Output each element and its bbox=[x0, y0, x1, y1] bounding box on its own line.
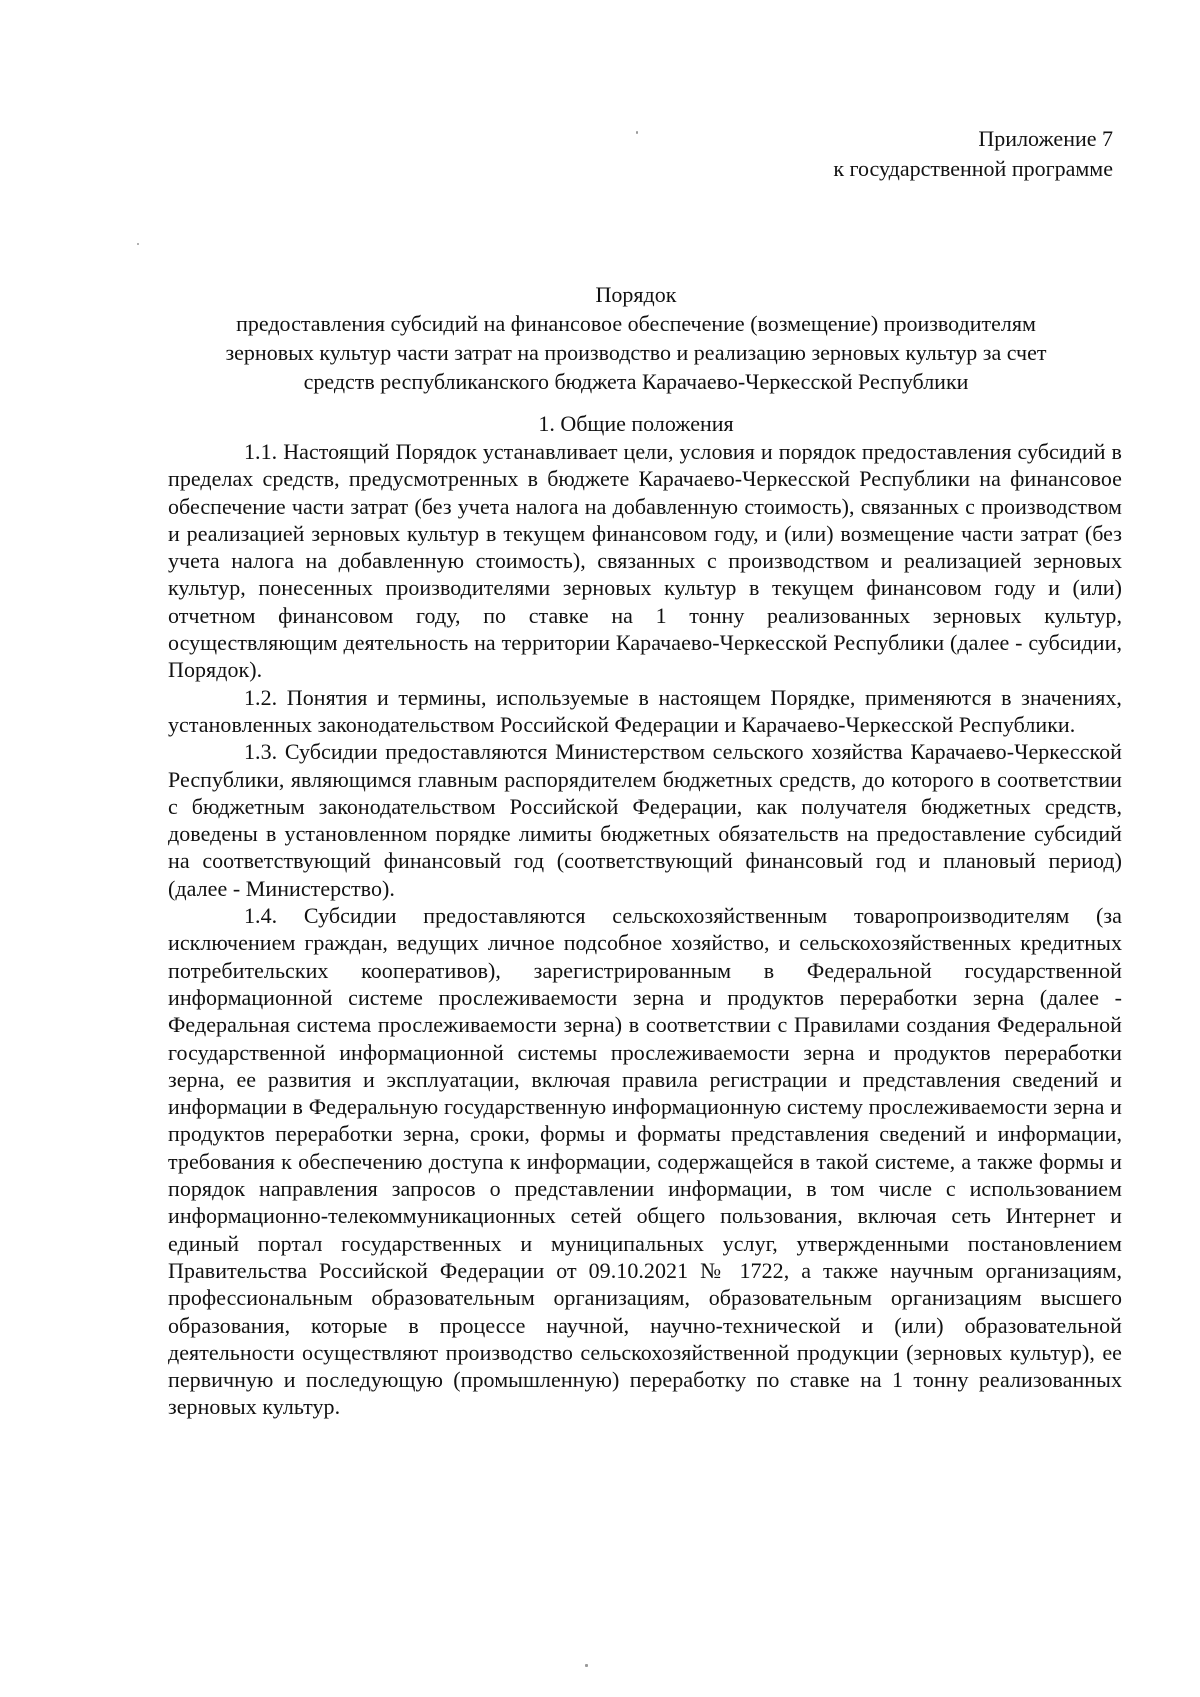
scan-speck bbox=[137, 243, 139, 245]
appendix-reference: к государственной программе bbox=[833, 156, 1113, 181]
document-body bbox=[168, 438, 1122, 1421]
section-heading: 1. Общие положения bbox=[538, 411, 734, 436]
title-line-3: средств республиканского бюджета Карачаево-Черкесской Республики bbox=[303, 369, 969, 394]
scan-speck bbox=[585, 1664, 588, 1667]
title-heading: Порядок bbox=[595, 282, 677, 307]
title-line-1: предоставления субсидий на финансовое обеспечение (возмещение) производителям bbox=[236, 311, 1036, 336]
title-line-2: зерновых культур части затрат на производство и реализацию зерновых культур за счет bbox=[225, 340, 1047, 365]
document-title bbox=[150, 280, 1122, 396]
scan-speck bbox=[636, 131, 638, 134]
paragraph-1-1: 1.1. Настоящий Порядок устанавливает цели, условия и порядок предоставления субсидий в пределах средств, предусмотренных в бюджете Карачаево-Черкесской Республики на финансовое обеспечение части затрат (без учета налога на добавленную стоимость), связанных с производством и реализацией зерновых культур в текущем финансовом году, и (или) возмещение части затрат (без учета налога на добавленную стоимость), связанных с производством и реализацией зерновых культур, понесенных производителями зерновых культур в текущем финансовом году и (или) отчетном финансовом году, по ставке на 1 тонну реализованных зерновых культур, осуществляющим деятельность на территории Карачаево-Черкесской Республики (далее - субсидии, Порядок). bbox=[168, 439, 1122, 683]
paragraph-1-2: 1.2. Понятия и термины, используемые в настоящем Порядке, применяются в значениях, установленных законодательством Российской Федерации и Карачаево-Черкесской Республики. bbox=[168, 684, 1122, 737]
paragraph-1-4: 1.4. Субсидии предоставляются сельскохозяйственным товаропроизводителям (за исключением граждан, ведущих личное подсобное хозяйство, и сельскохозяйственных кредитных потребительских кооперативов), зарегистрированным в Федеральной государственной информационной системе прослеживаемости зерна и продуктов переработки зерна (далее - Федеральная система прослеживаемости зерна) в соответствии с Правилами создания Федеральной государственной информационной системы прослеживаемости зерна и продуктов переработки зерна, ее развития и эксплуатации, включая правила регистрации и представления сведений и информации в Федеральную государственную информационную систему прослеживаемости зерна и продуктов переработки зерна, сроки, формы и форматы представления сведений и информации, требования к обеспечению доступа к информации, содержащейся в такой системе, а также формы и порядок направления запросов о представлении информации, в том числе с использованием информационно-телекоммуникационных сетей общего пользования, включая сеть Интернет и единый портал государственных и муниципальных услуг, утвержденными постановлением Правительства Российской Федерации от 09.10.2021 № 1722, а также научным организациям, профессиональным образовательным организациям, образовательным организациям высшего образования, которые в процессе научной, научно-технической и (или) образовательной деятельности осуществляют производство сельскохозяйственной продукции (зерновых культур), ее первичную и последующую (промышленную) переработку по ставке на 1 тонну реализованных зерновых культур. bbox=[168, 903, 1122, 1420]
appendix-number: Приложение 7 bbox=[978, 126, 1113, 151]
appendix-note bbox=[833, 124, 1113, 184]
paragraph-1-3: 1.3. Субсидии предоставляются Министерством сельского хозяйства Карачаево-Черкесской Республики, являющимся главным распорядителем бюджетных средств, до которого в соответствии с бюджетным законодательством Российской Федерации, как получателя бюджетных средств, доведены в установленном порядке лимиты бюджетных обязательств на предоставление субсидий на соответствующий финансовый год (соответствующий финансовый год и плановый период) (далее - Министерство). bbox=[168, 739, 1122, 901]
